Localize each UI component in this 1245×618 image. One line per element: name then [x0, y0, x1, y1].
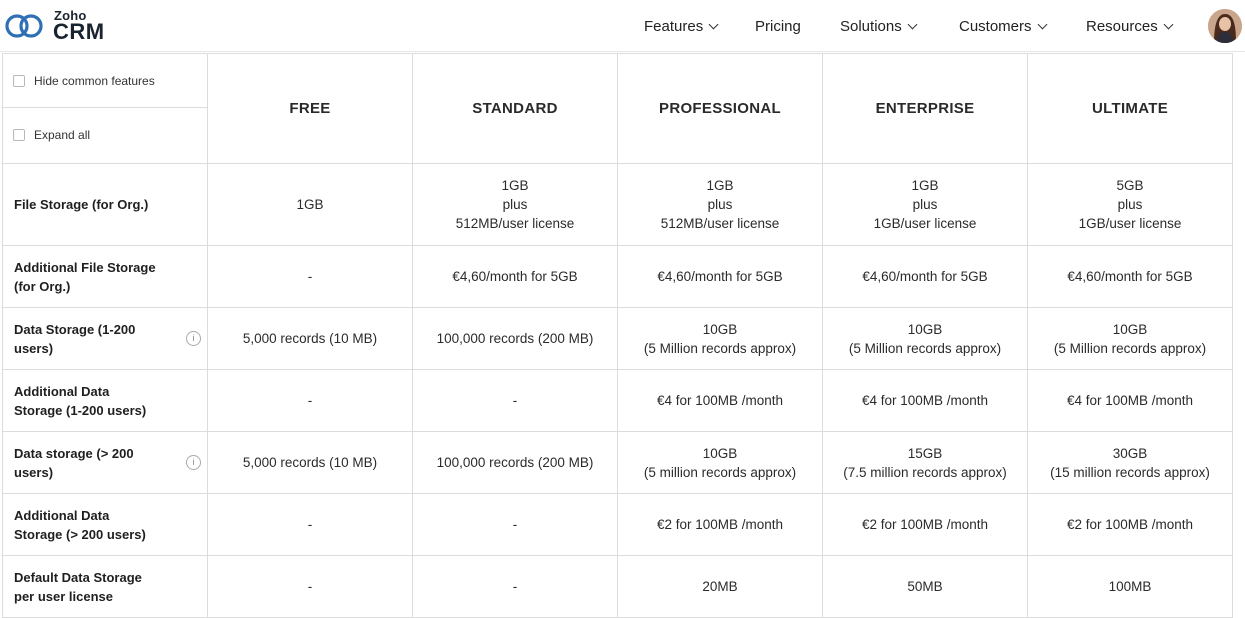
- table-controls: [3, 54, 208, 164]
- plan-value-cell: [208, 494, 413, 556]
- plan-value-cell: [1028, 308, 1233, 370]
- cell-text: (5 Million records approx): [643, 340, 797, 356]
- cell-text: -: [512, 517, 518, 532]
- cell-text: 1GB: [706, 178, 734, 193]
- feature-name-cell: [3, 308, 208, 370]
- feature-label: Data storage (> 200 users): [14, 445, 134, 480]
- cell-text: -: [512, 579, 518, 594]
- cell-text: plus: [707, 197, 733, 212]
- cell-text: 1GB/user license: [873, 216, 977, 231]
- cell-text: 10GB: [702, 321, 738, 337]
- logo-zoho-text: Zoho: [54, 8, 87, 23]
- chevron-down-icon: [1163, 19, 1173, 29]
- feature-name-cell: [3, 556, 208, 618]
- plan-value-cell: [618, 164, 823, 246]
- cell-text: 100,000 records (200 MB): [436, 331, 594, 346]
- expand-all-checkbox[interactable]: [13, 129, 25, 141]
- cell-text: 10GB: [1112, 321, 1148, 337]
- nav-solutions[interactable]: [840, 0, 916, 52]
- nav-solutions-label: Solutions: [840, 17, 902, 35]
- plan-value-cell: [823, 494, 1028, 556]
- plan-value-cell: [413, 432, 618, 494]
- cell-text: €4,60/month for 5GB: [657, 269, 783, 284]
- cell-text: 1GB: [296, 197, 324, 212]
- hide-common-features-toggle[interactable]: [3, 54, 207, 108]
- cell-text: (5 Million records approx): [1053, 340, 1207, 356]
- plan-value-cell: [823, 308, 1028, 370]
- cell-text: €2 for 100MB /month: [861, 517, 989, 532]
- nav-pricing-label: Pricing: [755, 17, 801, 35]
- cell-text: €4,60/month for 5GB: [452, 269, 578, 284]
- nav-features[interactable]: [644, 0, 717, 52]
- user-avatar[interactable]: [1208, 9, 1242, 43]
- info-icon[interactable]: i: [186, 331, 201, 346]
- plan-value-cell: [823, 432, 1028, 494]
- feature-name-cell: [3, 246, 208, 308]
- cell-text: -: [512, 393, 518, 408]
- top-navigation-bar: [0, 0, 1245, 52]
- cell-text: (5 million records approx): [643, 464, 797, 480]
- expand-all-toggle[interactable]: [3, 108, 207, 162]
- cell-text: 100,000 records (200 MB): [436, 455, 594, 470]
- cell-text: 10GB: [907, 321, 943, 337]
- hide-common-label: Hide common features: [34, 73, 155, 88]
- plan-value-cell: [1028, 164, 1233, 246]
- cell-text: €2 for 100MB /month: [656, 517, 784, 532]
- nav-resources[interactable]: [1086, 0, 1172, 52]
- zoho-logo-icon: [2, 13, 48, 39]
- plan-value-cell: [208, 308, 413, 370]
- feature-name-cell: [3, 164, 208, 246]
- pricing-comparison-table: [2, 53, 1233, 618]
- plan-value-cell: [618, 432, 823, 494]
- feature-label: File Storage (for Org.): [14, 197, 149, 212]
- cell-text: plus: [1117, 197, 1143, 212]
- hide-common-checkbox[interactable]: [13, 75, 25, 87]
- cell-text: 1GB/user license: [1078, 216, 1182, 231]
- cell-text: 512MB/user license: [660, 216, 780, 231]
- plan-value-cell: [618, 494, 823, 556]
- plan-header-professional: PROFESSIONAL: [618, 54, 823, 164]
- table-row: [3, 432, 1233, 494]
- plan-header-free: FREE: [208, 54, 413, 164]
- feature-name-cell: [3, 494, 208, 556]
- cell-text: 10GB: [702, 445, 738, 461]
- chevron-down-icon: [907, 19, 917, 29]
- plan-header-ultimate: ULTIMATE: [1028, 54, 1233, 164]
- plan-value-cell: [618, 246, 823, 308]
- cell-text: 1GB: [911, 178, 939, 193]
- feature-label: Additional Data Storage (> 200 users): [14, 507, 146, 542]
- plan-value-cell: [413, 556, 618, 618]
- table-row: [3, 370, 1233, 432]
- nav-features-label: Features: [644, 17, 704, 35]
- cell-text: 1GB: [501, 178, 529, 193]
- cell-text: €2 for 100MB /month: [1066, 517, 1194, 532]
- cell-text: €4,60/month for 5GB: [862, 269, 988, 284]
- feature-name-cell: [3, 432, 208, 494]
- plan-value-cell: [823, 556, 1028, 618]
- nav-customers-label: Customers: [959, 17, 1032, 35]
- table-row: [3, 494, 1233, 556]
- cell-text: 5GB: [1116, 178, 1144, 193]
- nav-resources-label: Resources: [1086, 17, 1158, 35]
- cell-text: (7.5 million records approx): [843, 464, 1007, 480]
- cell-text: €4 for 100MB /month: [656, 393, 784, 408]
- plan-value-cell: [1028, 246, 1233, 308]
- table-row: [3, 164, 1233, 246]
- plan-value-cell: [208, 164, 413, 246]
- logo-crm-text: CRM: [53, 19, 105, 44]
- nav-pricing[interactable]: [755, 0, 801, 52]
- plan-value-cell: [413, 370, 618, 432]
- plan-value-cell: [413, 164, 618, 246]
- cell-text: -: [307, 269, 313, 284]
- cell-text: 100MB: [1108, 579, 1152, 594]
- plan-value-cell: [1028, 494, 1233, 556]
- cell-text: -: [307, 579, 313, 594]
- feature-label: Additional Data Storage (1-200 users): [14, 383, 147, 418]
- cell-text: 15GB: [907, 445, 943, 461]
- cell-text: €4 for 100MB /month: [861, 393, 989, 408]
- nav-customers[interactable]: [959, 0, 1046, 52]
- zoho-crm-logo[interactable]: [2, 6, 112, 46]
- plan-value-cell: [208, 432, 413, 494]
- cell-text: 20MB: [702, 579, 738, 594]
- cell-text: plus: [502, 197, 528, 212]
- feature-label: Data Storage (1-200 users): [14, 321, 136, 356]
- plan-value-cell: [1028, 556, 1233, 618]
- cell-text: €4,60/month for 5GB: [1067, 269, 1193, 284]
- table-row: [3, 556, 1233, 618]
- avatar-image: [1208, 9, 1242, 43]
- plan-header-standard: STANDARD: [413, 54, 618, 164]
- plan-value-cell: [823, 164, 1028, 246]
- plan-value-cell: [208, 246, 413, 308]
- chevron-down-icon: [1037, 19, 1047, 29]
- cell-text: (15 million records approx): [1050, 464, 1210, 480]
- feature-label: Default Data Storage per user license: [14, 569, 142, 604]
- plan-value-cell: [618, 556, 823, 618]
- cell-text: 5,000 records (10 MB): [242, 455, 378, 470]
- table-row: [3, 246, 1233, 308]
- plan-value-cell: [413, 494, 618, 556]
- feature-label: Additional File Storage (for Org.): [14, 259, 156, 294]
- plan-value-cell: [618, 370, 823, 432]
- table-row: [3, 308, 1233, 370]
- plan-value-cell: [208, 556, 413, 618]
- plan-value-cell: [1028, 432, 1233, 494]
- plan-value-cell: [208, 370, 413, 432]
- cell-text: 5,000 records (10 MB): [242, 331, 378, 346]
- plan-value-cell: [823, 370, 1028, 432]
- feature-name-cell: [3, 370, 208, 432]
- cell-text: 50MB: [907, 579, 943, 594]
- cell-text: €4 for 100MB /month: [1066, 393, 1194, 408]
- cell-text: (5 Million records approx): [848, 340, 1002, 356]
- plan-value-cell: [413, 308, 618, 370]
- cell-text: 30GB: [1112, 445, 1148, 461]
- expand-all-label: Expand all: [34, 128, 91, 142]
- chevron-down-icon: [709, 19, 719, 29]
- info-icon[interactable]: i: [186, 455, 201, 470]
- cell-text: -: [307, 393, 313, 408]
- plan-header-enterprise: ENTERPRISE: [823, 54, 1028, 164]
- plan-value-cell: [413, 246, 618, 308]
- plan-value-cell: [823, 246, 1028, 308]
- cell-text: -: [307, 517, 313, 532]
- cell-text: 512MB/user license: [455, 216, 575, 231]
- plan-value-cell: [618, 308, 823, 370]
- cell-text: plus: [912, 197, 938, 212]
- plan-value-cell: [1028, 370, 1233, 432]
